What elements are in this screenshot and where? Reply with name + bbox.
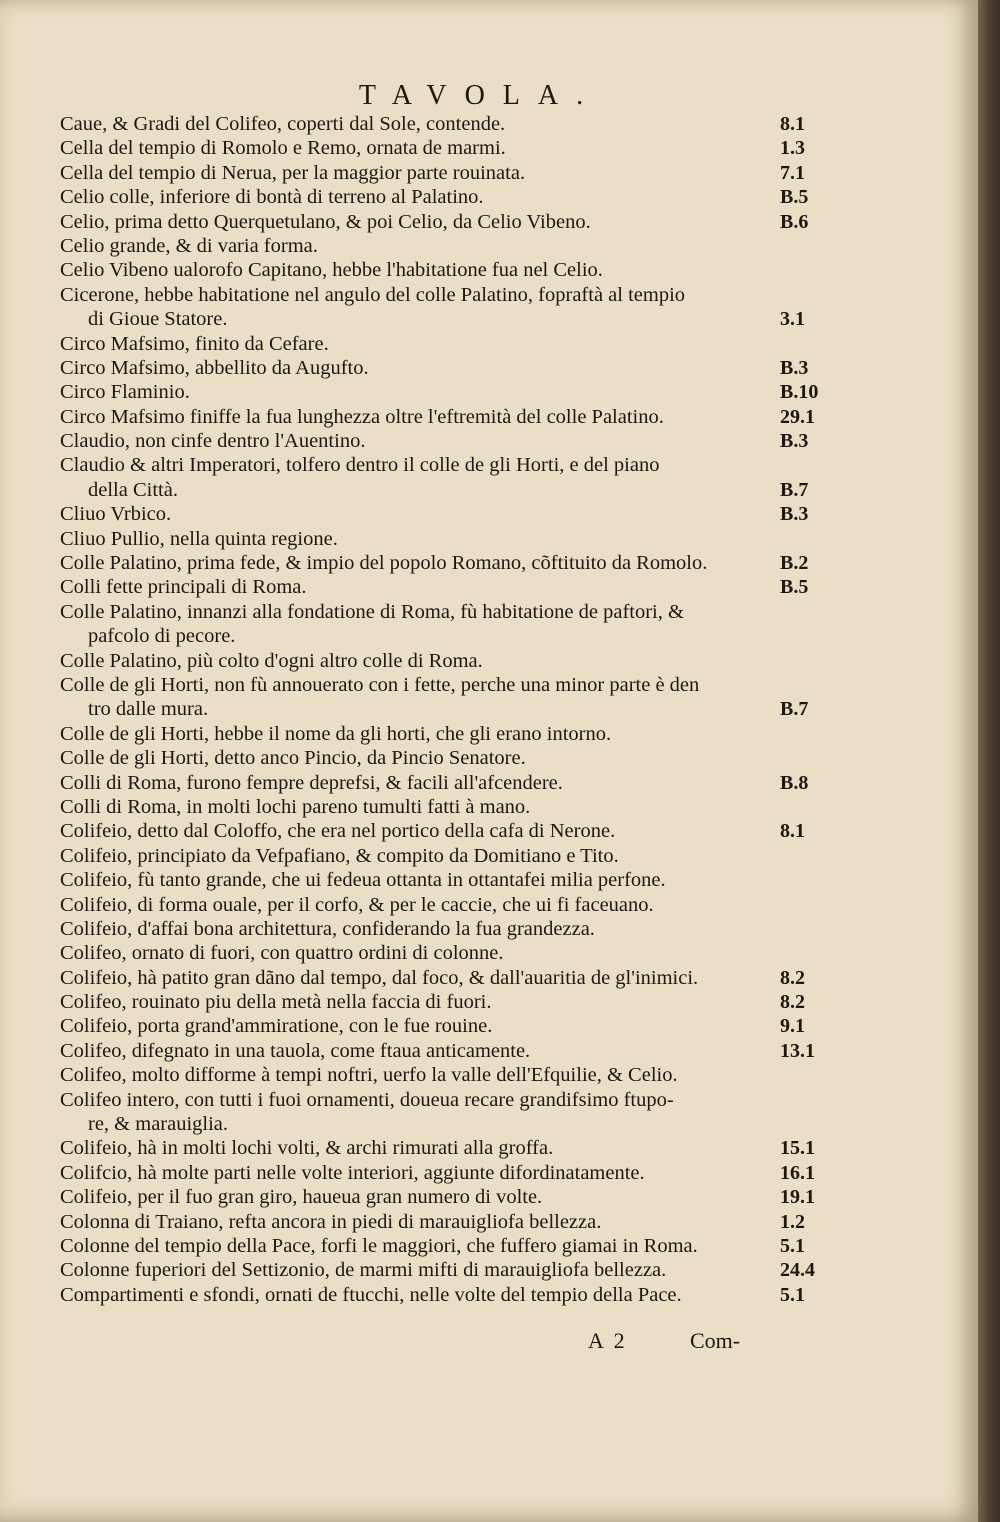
entry-text: Colifeio, per il fuo gran giro, haueua gran numero di volte.	[60, 1186, 543, 1209]
index-entry	[60, 575, 809, 599]
page-reference: 3.1	[780, 308, 805, 331]
entry-text: Colifeo, rouinato piu della metà nella faccia di fuori.	[60, 991, 492, 1014]
entry-text: Celio, prima detto Querquetulano, & poi Celio, da Celio Vibeno.	[60, 210, 591, 233]
entry-line	[60, 844, 800, 868]
entry-line	[60, 575, 809, 599]
entry-line	[60, 185, 809, 209]
index-entry	[60, 893, 800, 917]
page-reference: 13.1	[780, 1039, 815, 1062]
index-entry	[60, 649, 800, 673]
entry-line	[60, 1258, 815, 1282]
entry-text: Circo Mafsimo, abbellito da Augufto.	[60, 356, 369, 379]
page-reference: B.10	[780, 381, 819, 404]
entry-text: Celio Vibeno ualorofo Capitano, hebbe l'habitatione fua nel Celio.	[60, 259, 603, 282]
entry-text: Cliuo Pullio, nella quinta regione.	[60, 527, 338, 550]
entry-text: Colifeo, molto difforme à tempi noftri, uerfo la valle dell'Efquilie, & Celio.	[60, 1064, 678, 1087]
index-entry	[60, 1234, 805, 1258]
entry-text: Circo Flaminio.	[60, 381, 190, 404]
index-entry	[60, 234, 800, 258]
page-reference: B.6	[780, 210, 809, 233]
entry-continuation-line	[60, 478, 809, 502]
entry-text: Colle de gli Horti, detto anco Pincio, da Pincio Senatore.	[60, 747, 526, 770]
entry-text: Colle Palatino, più colto d'ogni altro colle di Roma.	[60, 649, 483, 672]
index-entry	[60, 161, 805, 185]
index-entry	[60, 1258, 815, 1282]
index-entry	[60, 502, 809, 526]
entry-line	[60, 527, 800, 551]
page-reference: B.7	[780, 478, 809, 501]
entry-text: Colifcio, hà molte parti nelle volte interiori, aggiunte difordinatamente.	[60, 1161, 645, 1184]
page-reference: B.3	[780, 356, 809, 379]
entry-text: di Gioue Statore.	[88, 308, 228, 331]
catchword: Com-	[690, 1328, 741, 1353]
entry-text: Colifeo, ornato di fuori, con quattro ordini di colonne.	[60, 942, 504, 965]
entry-text: Cliuo Vrbico.	[60, 503, 172, 526]
entry-text: della Città.	[88, 478, 178, 501]
entry-line	[60, 112, 805, 136]
entry-text: Colifeio, porta grand'ammiratione, con le fue rouine.	[60, 1015, 493, 1038]
entry-continuation-line	[60, 1112, 800, 1136]
entry-text: Colifeio, principiato da Vefpafiano, & compito da Domitiano e Tito.	[60, 844, 619, 867]
entry-text: Claudio & altri Imperatori, tolfero dentro il colle de gli Horti, e del piano	[60, 454, 660, 477]
index-entry	[60, 405, 815, 429]
index-entry	[60, 1136, 815, 1160]
page-reference: 8.1	[780, 820, 805, 843]
index-entry	[60, 941, 800, 965]
entry-text: Colli di Roma, furono fempre deprefsi, & facili all'afcendere.	[60, 771, 563, 794]
entry-text: Colli di Roma, in molti lochi pareno tumulti fatti à mano.	[60, 795, 531, 818]
index-entry	[60, 1039, 815, 1063]
index-entry	[60, 795, 800, 819]
entry-line	[60, 819, 805, 843]
index-entry	[60, 819, 805, 843]
index-entry	[60, 868, 800, 892]
signature-mark: A 2	[588, 1328, 625, 1353]
entry-line	[60, 258, 800, 282]
entry-line	[60, 136, 805, 160]
entry-text: Colonne fuperiori del Settizonio, de marmi mifti di marauigliofa bellezza.	[60, 1259, 667, 1282]
page-reference: 5.1	[780, 1234, 805, 1257]
entry-text: Colle Palatino, prima fede, & impio del popolo Romano, cõftituito da Romolo.	[60, 552, 708, 575]
page-reference: 7.1	[780, 161, 805, 184]
index-entry	[60, 1063, 800, 1087]
page-reference: 16.1	[780, 1161, 815, 1184]
page-reference: 15.1	[780, 1137, 815, 1160]
entry-text: Colonna di Traiano, refta ancora in piedi di marauigliofa bellezza.	[60, 1210, 602, 1233]
entry-line	[60, 722, 800, 746]
entry-text: pafcolo di pecore.	[88, 625, 236, 648]
entry-line	[60, 1039, 815, 1063]
page-reference: 8.2	[780, 966, 805, 989]
page-reference: B.8	[780, 771, 809, 794]
entry-line	[60, 649, 800, 673]
entry-line	[60, 1088, 800, 1112]
page-reference: 19.1	[780, 1186, 815, 1209]
entry-text: Colle Palatino, innanzi alla fondatione di Roma, fù habitatione de paftori, &	[60, 600, 684, 623]
entry-text: Colifeo intero, con tutti i fuoi ornamenti, doueua recare grandifsimo ftupo-	[60, 1088, 674, 1111]
index-entry	[60, 429, 809, 453]
entry-text: Colifeio, hà in molti lochi volti, & archi rimurati alla groffa.	[60, 1137, 554, 1160]
entry-line	[60, 1185, 815, 1209]
entry-line	[60, 332, 800, 356]
index-entry	[60, 1283, 805, 1307]
index-entry	[60, 210, 809, 234]
entry-text: Cella del tempio di Romolo e Remo, ornata de marmi.	[60, 137, 506, 160]
entry-line	[60, 551, 809, 575]
index-entry	[60, 1161, 815, 1185]
entry-line	[60, 1283, 805, 1307]
entry-line	[60, 1136, 815, 1160]
index-entry	[60, 136, 805, 160]
entry-continuation-line	[60, 307, 805, 331]
index-entry	[60, 1210, 805, 1234]
index-entry	[60, 112, 805, 136]
entry-line	[60, 210, 809, 234]
index-entry	[60, 453, 809, 502]
index-entry	[60, 844, 800, 868]
entry-line	[60, 1234, 805, 1258]
entry-text: Celio colle, inferiore di bontà di terreno al Palatino.	[60, 186, 484, 209]
index-entry	[60, 966, 805, 990]
page-reference: 29.1	[780, 405, 815, 428]
entry-text: Circo Mafsimo finiffe la fua lunghezza oltre l'eftremità del colle Palatino.	[60, 405, 664, 428]
entry-text: Celio grande, & di varia forma.	[60, 234, 318, 257]
entry-text: Colifeio, di forma ouale, per il corfo, & per le caccie, che ui fi faceuano.	[60, 893, 654, 916]
page-reference: 8.2	[780, 991, 805, 1014]
page-reference: 1.3	[780, 137, 805, 160]
entry-line	[60, 380, 819, 404]
index-entries	[60, 112, 819, 1307]
entry-continuation-line	[60, 697, 809, 721]
entry-text: Cicerone, hebbe habitatione nel angulo del colle Palatino, fopraftà al tempio	[60, 283, 686, 306]
index-entry	[60, 771, 809, 795]
entry-line	[60, 429, 809, 453]
entry-text: re, & marauiglia.	[88, 1113, 229, 1136]
index-entry	[60, 527, 800, 551]
entry-line	[60, 1063, 800, 1087]
page-reference: 1.2	[780, 1210, 805, 1233]
entry-line	[60, 1210, 805, 1234]
index-entry	[60, 283, 805, 332]
page-reference: B.5	[780, 186, 809, 209]
page-reference: B.5	[780, 576, 809, 599]
entry-line	[60, 771, 809, 795]
entry-line	[60, 868, 800, 892]
page-reference: 5.1	[780, 1283, 805, 1306]
entry-line	[60, 161, 805, 185]
entry-line	[60, 917, 800, 941]
index-entry	[60, 551, 809, 575]
index-entry	[60, 673, 809, 722]
entry-line	[60, 795, 800, 819]
entry-line	[60, 1161, 815, 1185]
entry-line	[60, 746, 800, 770]
entry-text: Colifeio, d'affai bona architettura, confiderando la fua grandezza.	[60, 917, 595, 940]
index-entry	[60, 185, 809, 209]
page-reference: B.3	[780, 503, 809, 526]
entry-text: Colle de gli Horti, hebbe il nome da gli horti, che gli erano intorno.	[60, 722, 612, 745]
index-entry	[60, 332, 800, 356]
index-entry	[60, 356, 809, 380]
page-reference: B.3	[780, 430, 809, 453]
entry-line	[60, 405, 815, 429]
page-reference: B.7	[780, 698, 809, 721]
page-reference: B.2	[780, 552, 809, 575]
entry-line	[60, 356, 809, 380]
index-entry	[60, 722, 800, 746]
entry-line	[60, 1014, 805, 1038]
entry-line	[60, 990, 805, 1014]
entry-line	[60, 600, 800, 624]
entry-text: Colli fette principali di Roma.	[60, 576, 307, 599]
index-entry	[60, 380, 819, 404]
entry-text: Caue, & Gradi del Colifeo, coperti dal Sole, contende.	[60, 113, 506, 135]
index-entry	[60, 1185, 815, 1209]
entry-text: Compartimenti e sfondi, ornati de ftucchi, nelle volte del tempio della Pace.	[60, 1283, 682, 1306]
entry-line	[60, 234, 800, 258]
entry-text: Colifeio, fù tanto grande, che ui fedeua ottanta in ottantafei milia perfone.	[60, 869, 666, 892]
entry-line	[60, 673, 800, 697]
index-entry	[60, 990, 805, 1014]
entry-line	[60, 283, 800, 307]
page-reference: 9.1	[780, 1015, 805, 1038]
entry-line	[60, 966, 805, 990]
entry-text: Circo Mafsimo, finito da Cefare.	[60, 332, 329, 355]
entry-line	[60, 941, 800, 965]
index-entry	[60, 258, 800, 282]
entry-line	[60, 453, 800, 477]
entry-continuation-line	[60, 624, 800, 648]
entry-text: Cella del tempio di Nerua, per la maggior parte rouinata.	[60, 161, 526, 184]
page-reference: 8.1	[780, 113, 805, 135]
entry-line	[60, 893, 800, 917]
page-reference: 24.4	[780, 1259, 815, 1282]
index-entry	[60, 746, 800, 770]
entry-text: Colifeo, difegnato in una tauola, come ftaua anticamente.	[60, 1039, 531, 1062]
index-entry	[60, 1014, 805, 1038]
page-title: TAVOLA.	[358, 80, 602, 111]
index-entry	[60, 600, 800, 649]
entry-text: Colifeio, hà patito gran dãno dal tempo, dal foco, & dall'auaritia de gl'inimici.	[60, 966, 699, 989]
entry-text: Claudio, non cinfe dentro l'Auentino.	[60, 430, 366, 453]
index-entry	[60, 1088, 800, 1137]
entry-line	[60, 502, 809, 526]
index-entry	[60, 917, 800, 941]
entry-text: Colle de gli Horti, non fù annouerato con i fette, perche una minor parte è den	[60, 673, 700, 696]
entry-text: Colonne del tempio della Pace, forfi le maggiori, che fuffero giamai in Roma.	[60, 1234, 698, 1257]
entry-text: Colifeio, detto dal Coloffo, che era nel portico della cafa di Nerone.	[60, 820, 616, 843]
entry-text: tro dalle mura.	[88, 698, 209, 721]
